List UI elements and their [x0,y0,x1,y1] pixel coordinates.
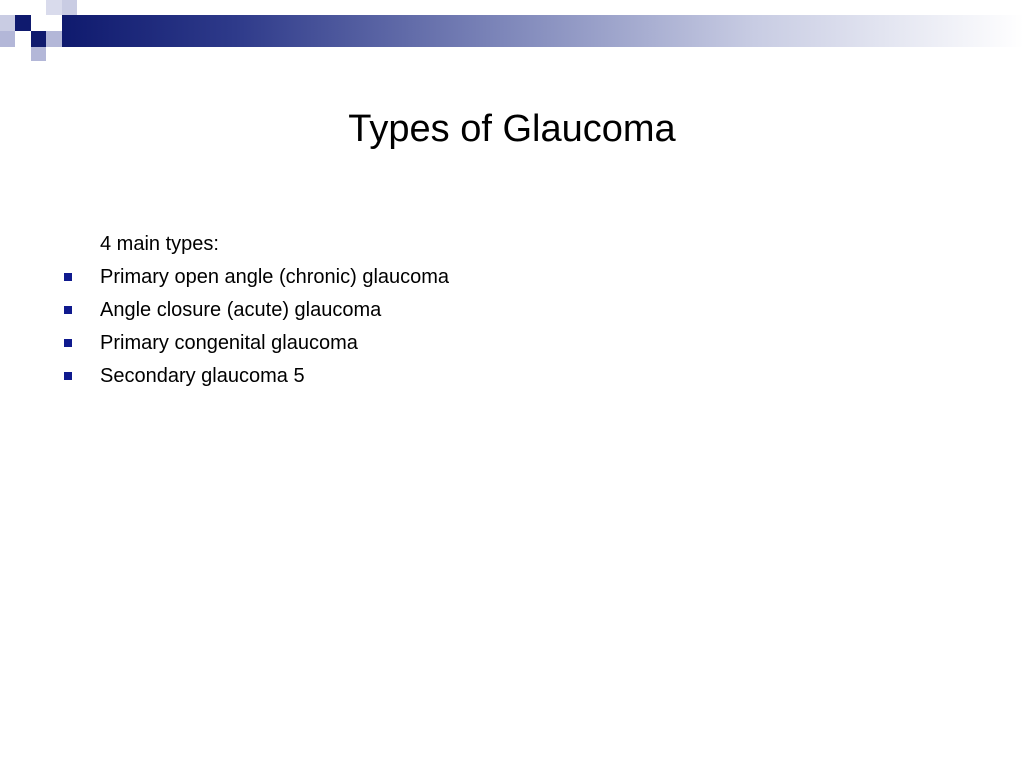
deco-square [15,31,31,47]
bullet-list [62,261,962,393]
list-item [62,261,962,294]
deco-square [62,0,77,15]
deco-square [31,47,46,61]
list-item [62,360,962,393]
deco-square [46,15,62,31]
list-item [62,294,962,327]
slide-title: Types of Glaucoma [348,108,676,150]
square-bullet-icon [64,339,72,347]
square-bullet-icon [64,273,72,281]
deco-square [46,31,62,47]
square-bullet-icon [64,372,72,380]
slide-body [62,228,962,393]
list-item [62,327,962,360]
deco-square [46,0,62,15]
header-gradient-band [62,15,1024,47]
square-bullet-icon [64,306,72,314]
intro-text: 4 main types: [100,233,219,255]
deco-square [31,0,46,15]
deco-square [15,15,31,31]
deco-square [0,31,15,47]
list-item-text: Angle closure (acute) glaucoma [100,299,382,321]
deco-square [0,15,15,31]
deco-square [31,31,46,47]
list-item-text: Secondary glaucoma 5 [100,365,305,387]
list-item-text: Primary congenital glaucoma [100,332,358,354]
list-item-text: Primary open angle (chronic) glaucoma [100,266,450,288]
